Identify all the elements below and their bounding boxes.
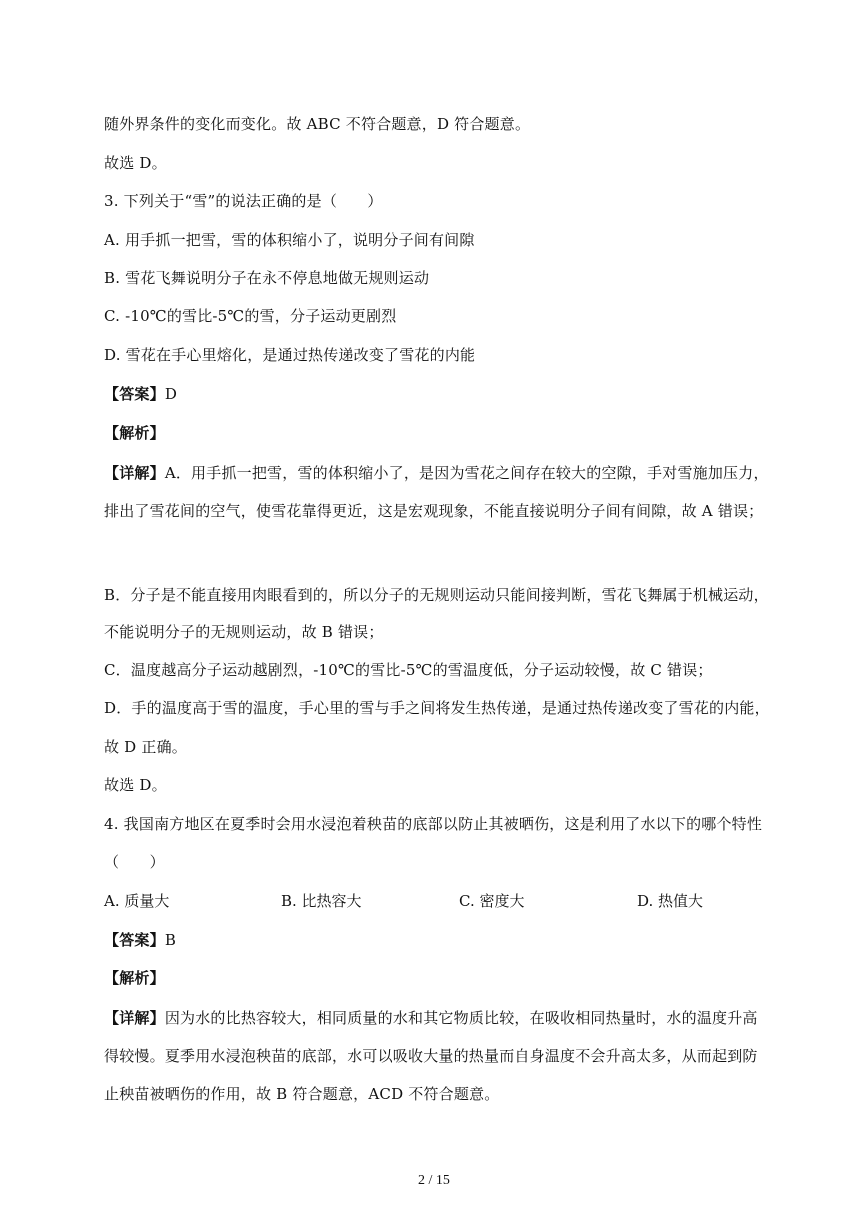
detail-text: 因为水的比热容较大，相同质量的水和其它物质比较，在吸收相同热量时，水的温度升高	[164, 1009, 758, 1027]
detail-line: 故 D 正确。	[104, 738, 187, 756]
answer-tag: 【答案】	[104, 385, 165, 403]
detail-line: 止秧苗被晒伤的作用，故 B 符合题意，ACD 不符合题意。	[104, 1085, 500, 1103]
question-4-stem: 4. 我国南方地区在夏季时会用水浸泡着秧苗的底部以防止其被晒伤，这是利用了水以下的哪个特性	[104, 815, 763, 833]
analysis-heading: 【解析】	[104, 969, 165, 987]
question-4-option-d: D. 热值大	[637, 892, 704, 910]
question-3-option-d: D. 雪花在手心里熔化，是通过热传递改变了雪花的内能	[104, 346, 476, 364]
detail-line: 不能说明分子的无规则运动，故 B 错误；	[104, 623, 384, 641]
text-line: 故选 D。	[104, 776, 167, 794]
question-3-option-b: B. 雪花飞舞说明分子在永不停息地做无规则运动	[104, 269, 430, 287]
text-line: 故选 D。	[104, 154, 167, 172]
text-line: 随外界条件的变化而变化。故 ABC 不符合题意，D 符合题意。	[104, 115, 531, 133]
answer-line	[104, 930, 769, 950]
question-3-option-c: C. -10℃的雪比-5℃的雪，分子运动更剧烈	[104, 307, 397, 325]
detail-line	[104, 1008, 769, 1028]
answer-line	[104, 384, 769, 404]
answer-tag: 【答案】	[104, 931, 165, 949]
question-4-option-a: A. 质量大	[104, 892, 170, 910]
detail-tag: 【详解】	[104, 1009, 165, 1027]
answer-value: B	[164, 931, 177, 949]
page-number: 2 / 15	[418, 1173, 450, 1188]
detail-tag: 【详解】	[104, 464, 165, 482]
detail-line: 排出了雪花间的空气，使雪花靠得更近，这是宏观现象，不能直接说明分子间有间隙，故 A 错误；	[104, 502, 764, 520]
detail-line: 得较慢。夏季用水浸泡秧苗的底部，水可以吸收大量的热量而自身温度不会升高太多，从而起到防	[104, 1047, 758, 1065]
answer-value: D	[164, 385, 178, 403]
detail-line: C．温度越高分子运动越剧烈，-10℃的雪比-5℃的雪温度低，分子运动较慢，故 C 错误；	[104, 661, 713, 679]
question-3-option-a: A. 用手抓一把雪，雪的体积缩小了，说明分子间有间隙	[104, 231, 475, 249]
question-4-option-c: C. 密度大	[459, 892, 525, 910]
detail-line: D．手的温度高于雪的温度，手心里的雪与手之间将发生热传递，是通过热传递改变了雪花的内能，	[104, 699, 770, 717]
question-4-option-b: B. 比热容大	[281, 892, 362, 910]
question-3-stem: 3. 下列关于“雪”的说法正确的是（ ）	[104, 192, 383, 210]
detail-line	[104, 463, 769, 483]
detail-line: B．分子是不能直接用肉眼看到的，所以分子的无规则运动只能间接判断，雪花飞舞属于机械运动，	[104, 586, 769, 604]
analysis-heading: 【解析】	[104, 424, 165, 442]
question-4-stem-bracket: （ ）	[104, 853, 165, 871]
detail-text: A．用手抓一把雪，雪的体积缩小了，是因为雪花之间存在较大的空隙，手对雪施加压力，	[164, 464, 769, 482]
